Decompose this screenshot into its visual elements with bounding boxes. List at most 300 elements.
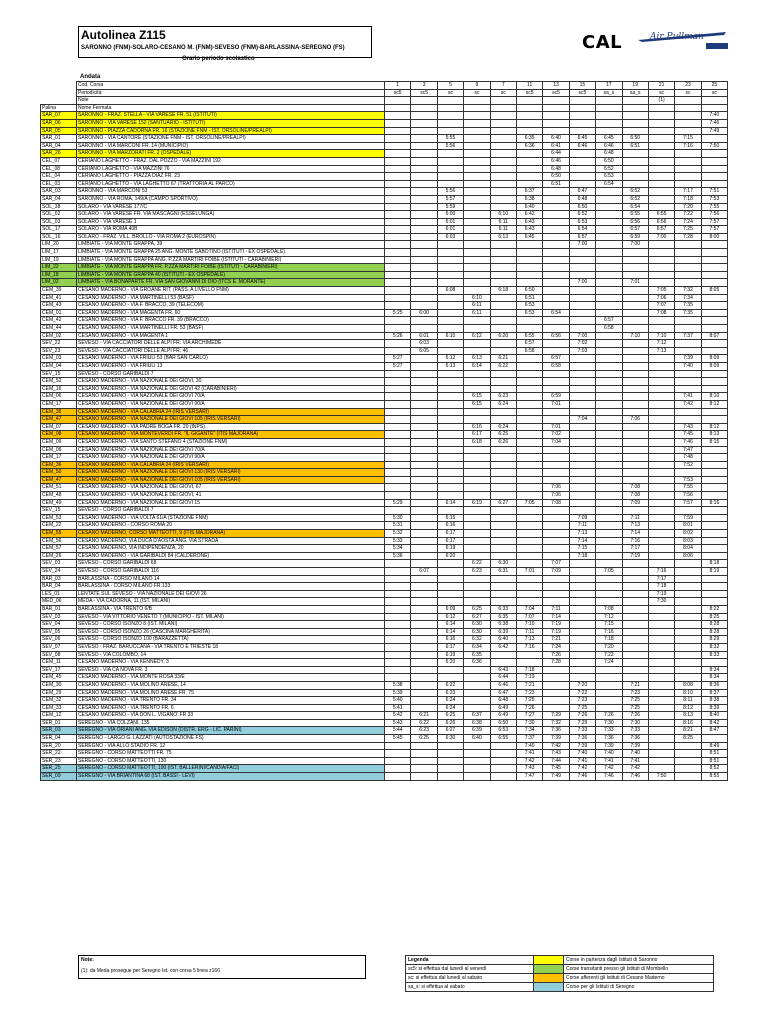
empty-cell	[411, 423, 437, 431]
stop-row	[41, 233, 728, 241]
departure-time: 6:58	[516, 347, 542, 355]
departure-time: 7:13	[648, 347, 674, 355]
empty-cell	[569, 378, 595, 386]
stop-row	[41, 355, 728, 363]
empty-cell	[701, 340, 727, 348]
empty-cell	[569, 575, 595, 583]
empty-cell	[411, 492, 437, 500]
departure-time: 8:15	[701, 438, 727, 446]
header-row	[41, 97, 728, 105]
empty-cell	[596, 590, 622, 598]
departure-time: 5:39	[385, 689, 411, 697]
departure-time: 6:51	[543, 180, 569, 188]
empty-cell	[411, 218, 437, 226]
departure-time: 7:29	[543, 712, 569, 720]
stop-row	[41, 757, 728, 765]
empty-cell	[543, 461, 569, 469]
departure-time: 6:51	[516, 294, 542, 302]
stop-name: CESANO MADERNO, VIA INDIPENDENZA, 20	[77, 545, 385, 553]
stop-name: SEVESO - CORSO ISONZO 26 (CASCINA MARGHERITA)	[77, 628, 385, 636]
departure-time: 7:22	[596, 651, 622, 659]
departure-time: 8:04	[675, 545, 701, 553]
departure-time: 7:28	[543, 659, 569, 667]
empty-cell	[516, 165, 542, 173]
stop-row	[41, 347, 728, 355]
departure-time: 7:22	[569, 689, 595, 697]
departure-time: 7:56	[675, 492, 701, 500]
empty-cell	[675, 241, 701, 249]
empty-cell	[675, 643, 701, 651]
empty-cell	[701, 241, 727, 249]
departure-time: 6:55	[622, 211, 648, 219]
departure-time: 7:13	[516, 636, 542, 644]
departure-time: 8:42	[701, 719, 727, 727]
empty-cell	[648, 507, 674, 515]
empty-cell	[701, 256, 727, 264]
departure-time: 6:09	[437, 605, 463, 613]
empty-cell	[543, 287, 569, 295]
departure-time: 7:26	[596, 712, 622, 720]
stop-name-header: Nome Fermata	[77, 104, 385, 112]
empty-cell	[385, 317, 411, 325]
stop-name: CESANO MADERNO - VIA MONTEVERDI FR. "IL GIGANTE" (ITIS MAJORANA)	[77, 431, 385, 439]
empty-cell	[516, 393, 542, 401]
empty-cell	[701, 416, 727, 424]
empty-cell	[464, 583, 490, 591]
empty-cell	[464, 340, 490, 348]
empty-cell	[569, 423, 595, 431]
header-value: (1)	[648, 97, 674, 105]
stop-row	[41, 735, 728, 743]
stop-row	[41, 340, 728, 348]
empty-cell	[543, 537, 569, 545]
departure-time: 7:21	[516, 681, 542, 689]
empty-cell	[385, 385, 411, 393]
empty-cell	[675, 165, 701, 173]
empty-cell	[516, 423, 542, 431]
departure-time: 6:42	[516, 211, 542, 219]
empty-cell	[569, 431, 595, 439]
stop-row	[41, 362, 728, 370]
departure-time: 6:18	[490, 287, 516, 295]
stop-name: CESANO MADERNO - VIA SANTO STEFANO 4 (STAZIONE FNM)	[77, 438, 385, 446]
empty-cell	[675, 416, 701, 424]
departure-time: 6:38	[464, 719, 490, 727]
empty-cell	[464, 256, 490, 264]
empty-cell	[648, 484, 674, 492]
empty-cell	[543, 590, 569, 598]
departure-time: 6:56	[622, 218, 648, 226]
empty-cell	[464, 575, 490, 583]
empty-cell	[516, 438, 542, 446]
stop-code: CEM_47	[41, 416, 77, 424]
empty-cell	[675, 469, 701, 477]
empty-cell	[648, 150, 674, 158]
empty-cell	[569, 309, 595, 317]
header-value: 21	[648, 82, 674, 90]
empty-cell	[516, 552, 542, 560]
departure-time: 6:00	[411, 309, 437, 317]
empty-cell	[596, 492, 622, 500]
departure-time: 8:39	[701, 704, 727, 712]
empty-cell	[464, 287, 490, 295]
empty-cell	[437, 590, 463, 598]
departure-time: 7:01	[622, 279, 648, 287]
empty-cell	[648, 180, 674, 188]
departure-time: 6:20	[437, 552, 463, 560]
empty-cell	[569, 150, 595, 158]
stop-code: CEM_33	[41, 704, 77, 712]
departure-time: 7:09	[543, 568, 569, 576]
departure-time: 7:28	[675, 233, 701, 241]
departure-time: 7:41	[516, 750, 542, 758]
departure-time: 7:27	[516, 712, 542, 720]
empty-cell	[385, 416, 411, 424]
departure-time: 6:23	[411, 727, 437, 735]
departure-time: 7:39	[622, 742, 648, 750]
empty-cell	[675, 651, 701, 659]
departure-time: 8:09	[701, 355, 727, 363]
empty-cell	[675, 150, 701, 158]
empty-cell	[516, 461, 542, 469]
departure-time: 7:57	[701, 218, 727, 226]
empty-cell	[701, 476, 727, 484]
stop-name: SARONNO - VIA MARCONI FR. 14 (MUNICIPIO)	[77, 142, 385, 150]
departure-time: 8:28	[701, 628, 727, 636]
empty-cell	[543, 552, 569, 560]
header-value	[490, 97, 516, 105]
empty-cell	[385, 393, 411, 401]
stop-name: SEREGNO - CORSO MATTEOTTI, 190 (IST. BALLERINI/CANDIA/FACI)	[77, 765, 385, 773]
empty-cell	[411, 195, 437, 203]
stop-name: SEVESO - CORSO GARIBALDI 116	[77, 568, 385, 576]
empty-cell	[464, 689, 490, 697]
empty-cell	[490, 522, 516, 530]
departure-time: 6:21	[411, 712, 437, 720]
departure-time: 8:55	[701, 773, 727, 781]
empty-cell	[490, 370, 516, 378]
empty-cell	[385, 643, 411, 651]
stop-code: CEL_07	[41, 157, 77, 165]
empty-cell	[648, 719, 674, 727]
header-value: 5	[437, 82, 463, 90]
stop-code: CEM_55	[41, 530, 77, 538]
stop-row	[41, 226, 728, 234]
empty-cell	[622, 674, 648, 682]
departure-time: 7:16	[675, 142, 701, 150]
departure-time: 7:50	[701, 142, 727, 150]
departure-time: 8:33	[701, 651, 727, 659]
empty-cell	[701, 271, 727, 279]
empty-cell	[490, 598, 516, 606]
departure-time: 7:16	[516, 643, 542, 651]
departure-time: 6:13	[464, 355, 490, 363]
departure-time: 5:29	[385, 499, 411, 507]
empty-cell	[411, 142, 437, 150]
departure-time: 7:25	[675, 226, 701, 234]
empty-cell	[411, 294, 437, 302]
empty-cell	[675, 598, 701, 606]
header-value: sc5	[569, 89, 595, 97]
departure-time: 7:53	[675, 476, 701, 484]
empty-cell	[464, 211, 490, 219]
empty-cell	[490, 157, 516, 165]
empty-cell	[490, 469, 516, 477]
empty-cell	[437, 104, 463, 112]
stop-code: LIM_17	[41, 249, 77, 257]
departure-time: 7:18	[675, 195, 701, 203]
departure-time: 7:25	[622, 697, 648, 705]
empty-cell	[648, 203, 674, 211]
empty-cell	[569, 127, 595, 135]
departure-time: 7:14	[569, 537, 595, 545]
legend-table	[405, 955, 714, 992]
empty-cell	[411, 643, 437, 651]
empty-cell	[569, 165, 595, 173]
header-row	[41, 82, 728, 90]
departure-time: 7:17	[675, 188, 701, 196]
empty-cell	[385, 575, 411, 583]
empty-cell	[464, 218, 490, 226]
empty-cell	[464, 446, 490, 454]
stop-name: CERIANO LAGHETTO - VIA LAGHETTO 67 (TRATTORIA AL PARCO)	[77, 180, 385, 188]
empty-cell	[464, 469, 490, 477]
empty-cell	[596, 469, 622, 477]
stop-row	[41, 454, 728, 462]
departure-time: 7:41	[675, 393, 701, 401]
empty-cell	[385, 165, 411, 173]
stop-code: SER_04	[41, 735, 77, 743]
departure-time: 8:22	[701, 605, 727, 613]
stop-code: CEM_48	[41, 492, 77, 500]
departure-time: 6:27	[437, 727, 463, 735]
empty-cell	[569, 666, 595, 674]
empty-cell	[596, 446, 622, 454]
empty-cell	[675, 119, 701, 127]
empty-cell	[464, 385, 490, 393]
stop-row	[41, 188, 728, 196]
empty-cell	[464, 104, 490, 112]
departure-time: 7:25	[569, 704, 595, 712]
departure-time: 7:41	[622, 757, 648, 765]
empty-cell	[437, 773, 463, 781]
departure-time: 6:39	[490, 628, 516, 636]
empty-cell	[596, 598, 622, 606]
timetable-grid	[40, 81, 728, 781]
empty-cell	[464, 765, 490, 773]
empty-cell	[464, 757, 490, 765]
empty-cell	[385, 560, 411, 568]
stop-code: CEM_57	[41, 545, 77, 553]
departure-time: 8:05	[701, 287, 727, 295]
departure-time: 7:11	[622, 514, 648, 522]
departure-time: 7:59	[675, 514, 701, 522]
empty-cell	[543, 469, 569, 477]
departure-time: 7:33	[569, 727, 595, 735]
departure-time: 7:20	[675, 203, 701, 211]
empty-cell	[622, 666, 648, 674]
empty-cell	[543, 583, 569, 591]
empty-cell	[437, 294, 463, 302]
departure-time: 7:20	[569, 681, 595, 689]
empty-cell	[543, 347, 569, 355]
empty-cell	[437, 112, 463, 120]
stop-name: CESANO MADERNO - VIA NAZIONALE DEI GIOVI, 41	[77, 492, 385, 500]
stop-row	[41, 537, 728, 545]
empty-cell	[385, 590, 411, 598]
stop-row	[41, 203, 728, 211]
empty-cell	[543, 249, 569, 257]
empty-cell	[596, 309, 622, 317]
empty-cell	[437, 347, 463, 355]
stop-row	[41, 773, 728, 781]
stop-name: CESANO MADERNO - VIA CALABRIA 24 (IRIS VERSARI)	[77, 461, 385, 469]
departure-time: 6:54	[543, 309, 569, 317]
empty-cell	[464, 537, 490, 545]
empty-cell	[411, 537, 437, 545]
departure-time: 6:55	[490, 735, 516, 743]
empty-cell	[385, 119, 411, 127]
empty-cell	[596, 461, 622, 469]
empty-cell	[437, 157, 463, 165]
empty-cell	[543, 697, 569, 705]
departure-time: 7:25	[622, 704, 648, 712]
legend-swatch	[534, 983, 564, 992]
empty-cell	[437, 400, 463, 408]
empty-cell	[596, 218, 622, 226]
departure-time: 7:26	[516, 704, 542, 712]
empty-cell	[411, 431, 437, 439]
empty-cell	[516, 150, 542, 158]
empty-cell	[437, 674, 463, 682]
stop-row	[41, 719, 728, 727]
stop-name: CESANO MADERNO - VIA FRIULI 53 (BAR SAN CARLO)	[77, 355, 385, 363]
empty-cell	[569, 104, 595, 112]
empty-cell	[464, 681, 490, 689]
empty-cell	[622, 378, 648, 386]
stop-code: SER_03	[41, 727, 77, 735]
departure-time: 7:40	[622, 750, 648, 758]
departure-time: 7:55	[675, 484, 701, 492]
departure-time: 6:24	[490, 400, 516, 408]
empty-cell	[569, 302, 595, 310]
empty-cell	[675, 613, 701, 621]
empty-cell	[596, 211, 622, 219]
departure-time: 6:59	[622, 233, 648, 241]
legend-desc: Corse transitanti presso gli Istituti di Mombello	[564, 965, 714, 974]
stop-name: CESANO MADERNO - VIA NAZIONALE DEI GIOVI 42 (CARABINIERI)	[77, 385, 385, 393]
empty-cell	[569, 362, 595, 370]
empty-cell	[543, 598, 569, 606]
stop-name: SEVESO - CORSO ISONZO 8 (IST. MILANI)	[77, 621, 385, 629]
empty-cell	[516, 317, 542, 325]
departure-time: 6:57	[543, 355, 569, 363]
empty-cell	[516, 370, 542, 378]
empty-cell	[569, 674, 595, 682]
empty-cell	[622, 575, 648, 583]
empty-cell	[437, 279, 463, 287]
empty-cell	[675, 674, 701, 682]
empty-cell	[675, 325, 701, 333]
empty-cell	[490, 545, 516, 553]
empty-cell	[437, 408, 463, 416]
empty-cell	[648, 325, 674, 333]
empty-cell	[648, 256, 674, 264]
departure-time: 6:50	[543, 173, 569, 181]
departure-time: 7:39	[675, 355, 701, 363]
empty-cell	[516, 537, 542, 545]
empty-cell	[569, 568, 595, 576]
stop-name: CESANO MADERNO - VIA CALABRIA 24 (IRIS VERSARI)	[77, 408, 385, 416]
empty-cell	[596, 552, 622, 560]
empty-cell	[701, 157, 727, 165]
departure-time: 5:38	[385, 681, 411, 689]
departure-time: 5:30	[385, 514, 411, 522]
departure-time: 8:38	[701, 697, 727, 705]
empty-cell	[490, 135, 516, 143]
departure-time: 7:00	[622, 241, 648, 249]
stop-code: CEM_12	[41, 712, 77, 720]
departure-time: 7:00	[569, 279, 595, 287]
empty-cell	[648, 355, 674, 363]
stop-row	[41, 484, 728, 492]
stop-name: SEVESO - CORSO GARIBALDI 68	[77, 560, 385, 568]
empty-cell	[464, 750, 490, 758]
departure-time: 6:44	[490, 674, 516, 682]
empty-cell	[543, 218, 569, 226]
air-pullman-logo-text: Air Pullman	[650, 32, 704, 42]
notes-box	[78, 955, 366, 979]
stop-row	[41, 628, 728, 636]
empty-cell	[437, 264, 463, 272]
stop-code: SEV_08	[41, 651, 77, 659]
empty-cell	[569, 469, 595, 477]
departure-time: 7:19	[543, 628, 569, 636]
empty-cell	[622, 408, 648, 416]
empty-cell	[596, 127, 622, 135]
empty-cell	[490, 249, 516, 257]
departure-time: 7:40	[596, 750, 622, 758]
empty-cell	[596, 294, 622, 302]
empty-cell	[701, 347, 727, 355]
departure-time: 7:40	[701, 112, 727, 120]
header-value: sc5	[385, 89, 411, 97]
departure-time: 6:27	[464, 613, 490, 621]
stop-code: CEM_42	[41, 317, 77, 325]
empty-cell	[569, 643, 595, 651]
empty-cell	[648, 400, 674, 408]
stop-code: LIM_02	[41, 279, 77, 287]
empty-cell	[411, 605, 437, 613]
departure-time: 8:40	[701, 712, 727, 720]
departure-time: 7:16	[622, 537, 648, 545]
departure-time: 7:42	[596, 765, 622, 773]
empty-cell	[675, 180, 701, 188]
empty-cell	[385, 484, 411, 492]
stop-row	[41, 287, 728, 295]
empty-cell	[675, 583, 701, 591]
empty-cell	[490, 583, 516, 591]
empty-cell	[411, 157, 437, 165]
empty-cell	[543, 370, 569, 378]
stop-row	[41, 112, 728, 120]
departure-time: 6:13	[437, 362, 463, 370]
empty-cell	[596, 484, 622, 492]
departure-time: 6:19	[464, 499, 490, 507]
empty-cell	[464, 370, 490, 378]
departure-time: 8:28	[701, 621, 727, 629]
empty-cell	[385, 135, 411, 143]
